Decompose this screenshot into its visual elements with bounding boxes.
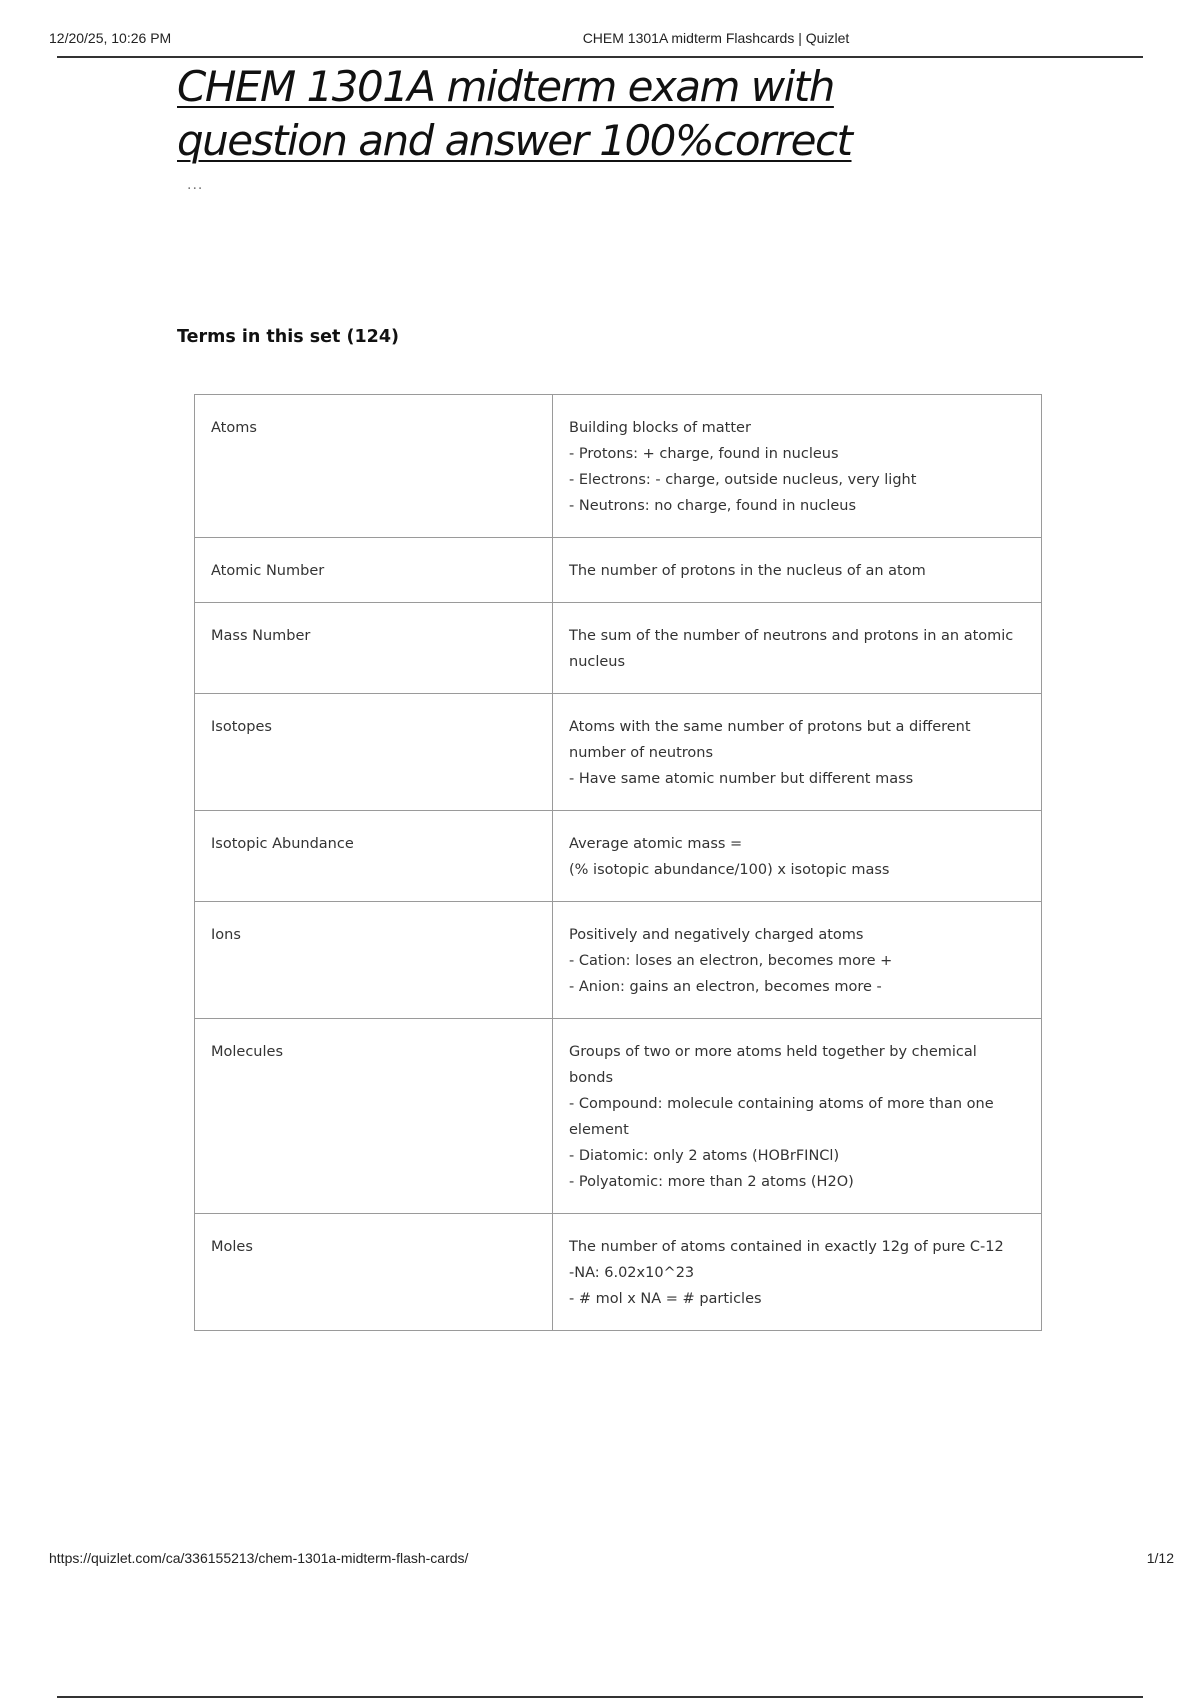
header-divider: [57, 56, 1143, 58]
term-row: [195, 811, 1042, 902]
print-datetime: 12/20/25, 10:26 PM: [49, 30, 172, 46]
definition-line: Groups of two or more atoms held together by chemical bonds: [569, 1044, 982, 1086]
definition-line: - Polyatomic: more than 2 atoms (H2O): [569, 1174, 854, 1190]
term-row: [195, 902, 1042, 1019]
term-cell: Isotopes: [195, 694, 553, 811]
definition-line: - Anion: gains an electron, becomes more -: [569, 979, 882, 995]
definition-line: Building blocks of matter: [569, 420, 751, 436]
term-cell: Molecules: [195, 1019, 553, 1214]
definition-line: The sum of the number of neutrons and protons in an atomic nucleus: [569, 628, 1018, 670]
definition-line: The number of atoms contained in exactly 12g of pure C-12: [569, 1239, 1004, 1255]
definition-line: - Protons: + charge, found in nucleus: [569, 446, 839, 462]
definition-cell: [553, 395, 1042, 538]
definition-line: -NA: 6.02x10^23: [569, 1265, 695, 1281]
terms-table: [194, 394, 1042, 1331]
term-row: [195, 603, 1042, 694]
print-page-title: CHEM 1301A midterm Flashcards | Quizlet: [582, 30, 850, 46]
definition-line: - Diatomic: only 2 atoms (HOBrFINCl): [569, 1148, 840, 1164]
definition-line: - Electrons: - charge, outside nucleus, very light: [569, 472, 917, 488]
definition-cell: [553, 902, 1042, 1019]
definition-line: (% isotopic abundance/100) x isotopic mass: [569, 862, 890, 878]
definition-line: Average atomic mass =: [569, 836, 743, 852]
term-row: [195, 1019, 1042, 1214]
term-cell: Atoms: [195, 395, 553, 538]
terms-heading: Terms in this set (124): [177, 327, 400, 347]
page-number: 1/12: [1146, 1550, 1174, 1566]
definition-line: - # mol x NA = # particles: [569, 1291, 762, 1307]
term-cell: Isotopic Abundance: [195, 811, 553, 902]
term-cell: Mass Number: [195, 603, 553, 694]
definition-cell: [553, 694, 1042, 811]
term-row: [195, 395, 1042, 538]
definition-line: Positively and negatively charged atoms: [569, 927, 864, 943]
definition-cell: [553, 1214, 1042, 1331]
term-cell: Moles: [195, 1214, 553, 1331]
definition-cell: [553, 811, 1042, 902]
term-cell: Ions: [195, 902, 553, 1019]
definition-line: - Cation: loses an electron, becomes more +: [569, 953, 893, 969]
term-cell: Atomic Number: [195, 538, 553, 603]
set-title: CHEM 1301A midterm exam with question and answer 100%correct: [177, 62, 852, 165]
definition-cell: [553, 603, 1042, 694]
definition-cell: [553, 1019, 1042, 1214]
term-row: [195, 694, 1042, 811]
definition-line: The number of protons in the nucleus of an atom: [569, 563, 926, 579]
terms-list: [195, 395, 1042, 1331]
definition-line: - Have same atomic number but different mass: [569, 771, 914, 787]
definition-line: Atoms with the same number of protons but a different number of neutrons: [569, 719, 976, 761]
page-url: https://quizlet.com/ca/336155213/chem-1301a-midterm-flash-cards/: [49, 1550, 469, 1566]
definition-line: - Neutrons: no charge, found in nucleus: [569, 498, 857, 514]
term-row: [195, 1214, 1042, 1331]
footer-divider: [57, 1696, 1143, 1698]
term-row: [195, 538, 1042, 603]
definition-cell: [553, 538, 1042, 603]
more-options-icon[interactable]: ...: [187, 176, 204, 193]
definition-line: - Compound: molecule containing atoms of more than one element: [569, 1096, 999, 1138]
